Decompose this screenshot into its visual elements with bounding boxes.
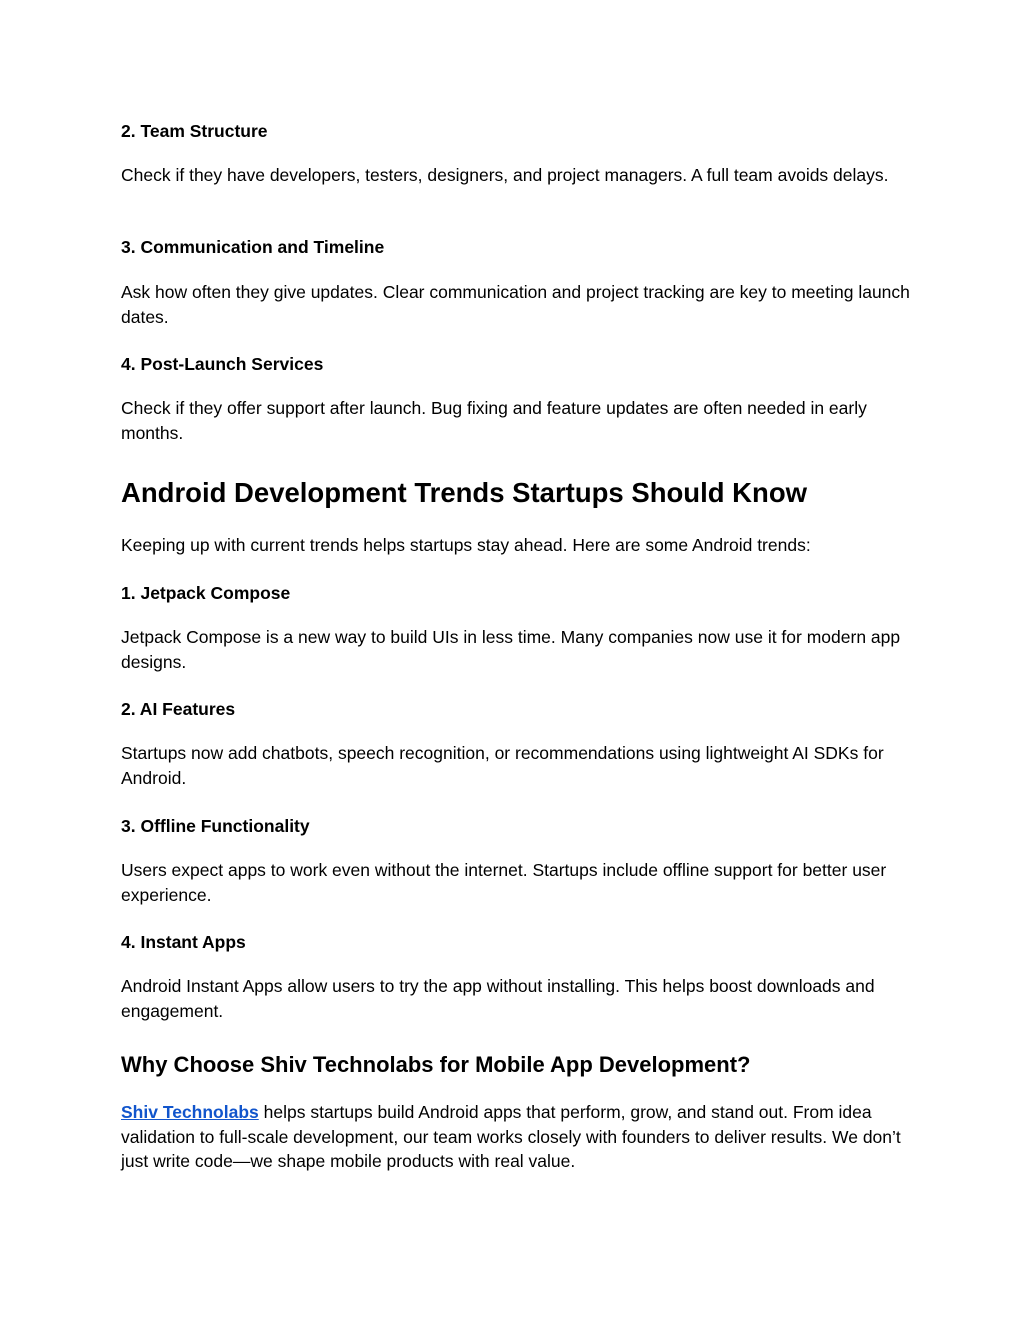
trend-heading-offline: 3. Offline Functionality bbox=[121, 816, 310, 836]
trend-heading-instant-apps: 4. Instant Apps bbox=[121, 932, 246, 952]
communication-body: Ask how often they give updates. Clear communication and project tracking are key to meeting launch dates. bbox=[121, 282, 910, 327]
trend-body-offline: Users expect apps to work even without the internet. Startups include offline support for better user experience. bbox=[121, 860, 887, 905]
trends-title: Android Development Trends Startups Should Know bbox=[121, 477, 808, 508]
trend-body-instant-apps: Android Instant Apps allow users to try the app without installing. This helps boost downloads and engagement. bbox=[121, 976, 875, 1021]
communication-heading: 3. Communication and Timeline bbox=[121, 237, 385, 257]
trend-body-ai: Startups now add chatbots, speech recognition, or recommendations using lightweight AI SDKs for Android. bbox=[121, 743, 884, 788]
why-choose-body bbox=[121, 1100, 911, 1174]
post-launch-body: Check if they offer support after launch. Bug fixing and feature updates are often needed in early months. bbox=[121, 398, 867, 443]
post-launch-heading: 4. Post-Launch Services bbox=[121, 354, 324, 374]
team-structure-heading: 2. Team Structure bbox=[121, 121, 268, 141]
trend-body-jetpack: Jetpack Compose is a new way to build UIs in less time. Many companies now use it for modern app designs. bbox=[121, 627, 901, 672]
trend-heading-ai: 2. AI Features bbox=[121, 699, 236, 719]
trend-heading-jetpack: 1. Jetpack Compose bbox=[121, 583, 291, 603]
trends-intro: Keeping up with current trends helps startups stay ahead. Here are some Android trends: bbox=[121, 535, 811, 555]
why-choose-title: Why Choose Shiv Technolabs for Mobile App Development? bbox=[121, 1052, 751, 1077]
why-choose-body-text: helps startups build Android apps that perform, grow, and stand out. From idea validation to full-scale development, our team works closely with founders to deliver results. We don’t just write code—we shape mobile products with real value. bbox=[121, 1102, 901, 1171]
team-structure-body: Check if they have developers, testers, designers, and project managers. A full team avoids delays. bbox=[121, 165, 889, 185]
shiv-technolabs-link[interactable]: Shiv Technolabs bbox=[121, 1102, 259, 1122]
